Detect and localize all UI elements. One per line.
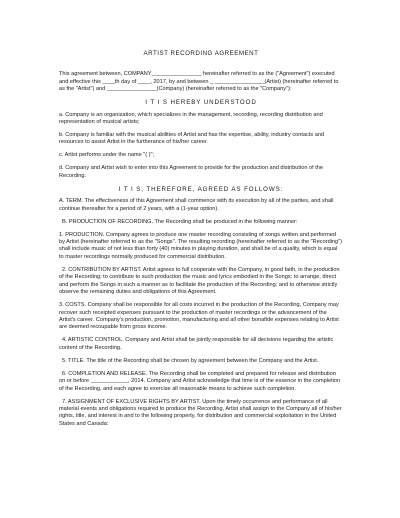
clause-a-term: A. TERM. The effectiveness of this Agreement shall commence with its execution by all of the parties, and shall continue thereafter for a period of 2 years, with a (1-year option). (59, 198, 334, 212)
clause-b-production: B. PRODUCTION OF RECORDING. The Recording shall be produced in the following manner: (62, 218, 298, 225)
clause-6-completion: 6. COMPLETION AND RELEASE. The Recording shall be completed and prepared for release and distribution on or before ____________, 2014. Company and Artist acknowledge that time is of the essence in the completion of the Recording, and each agree to exercise all reasonable means to achieve such completion. (59, 370, 341, 392)
recital-b: b. Company is familiar with the musical abilities of Artist and has the expertise, ability, industry contacts and resources to assist Artist in the furtherance of his/her career. (59, 132, 325, 146)
recital-a: a. Company is an organization, which specializes in the management, recording, recording distribution and representation of musical artists; (59, 111, 323, 126)
clause-5-title: 5. TITLE. The title of the Recording shall be chosen by agreement between the Company and the Artist. (62, 357, 319, 364)
heading-agreed: I T I S, THEREFORE, AGREED AS FOLLOWS: (118, 185, 284, 193)
recital-c: c. Artist performs under the name "( )"; (59, 152, 155, 159)
clause-4-artistic-control: 4. ARTISTIC CONTROL. Company and Artist shall be jointly responsible for all decisions regarding the artistic content of the Recording. (59, 337, 334, 351)
clause-3-costs: 3. COSTS. Company shall be responsible for all costs incurred in the production of the Recording, Company may recover such receipted expenses pursuant to the production of master recordings or the advancement of the Artist's career. Company's production, promotion, manufacturing and all other bonafide expenses relating to Artist are deemed recoupable from gross income. (59, 302, 339, 331)
clause-1-production: 1. PRODUCTION. Company agrees to produce one master recording consisting of songs written and performed by Artist (hereinafter referred to as the "Songs". The resulting recording (hereinafter referred to as the "Recording") shall include music of not less than forty (40) minutes in playing duration, and shall be of a quality, which is equal to master recordings normally produced for commercial distribution. (59, 231, 343, 260)
heading-understood: I T I S HEREBY UNDERSTOOD (145, 99, 257, 107)
clause-7-assignment: 7. ASSIGNMENT OF EXCLUSIVE RIGHTS BY ARTIST. Upon the timely occurrence and performance of all material events and obligations required to produce the Recording, Artist shall assign to the Company all of his/her rights, title, and interest in and to the following property, for distribution and commercial exploitation in the United States and Canada: (59, 398, 342, 427)
recital-d: d. Company and Artist wish to enter into this Agreement to provide for the production and distribution of the Recording. (59, 165, 323, 179)
intro-paragraph: This agreement between, COMPANY________________ hereinafter referred to as the ("Agreement") executed and effective this ____th day of ____, 2017, by and between _ ________________(Artist) (hereinafter referred to as the "Artist") and ________________(Company) (hereinafter referred to as the "Company"): (59, 71, 339, 93)
document-title: ARTIST RECORDING AGREEMENT (143, 50, 259, 57)
clause-2-contribution: 2. CONTRIBUTION BY ARTIST. Artist agrees to full cooperate with the Company, in good faith, in the production of the Recording; to contribute to such production the music and lyrics embodied in the Songs; to arrange, direct and perform the Songs in such a manner as to facilitate the production of the Recording; and to otherwise strictly observe the remaining duties and obligations of this Agreement. (59, 266, 340, 296)
